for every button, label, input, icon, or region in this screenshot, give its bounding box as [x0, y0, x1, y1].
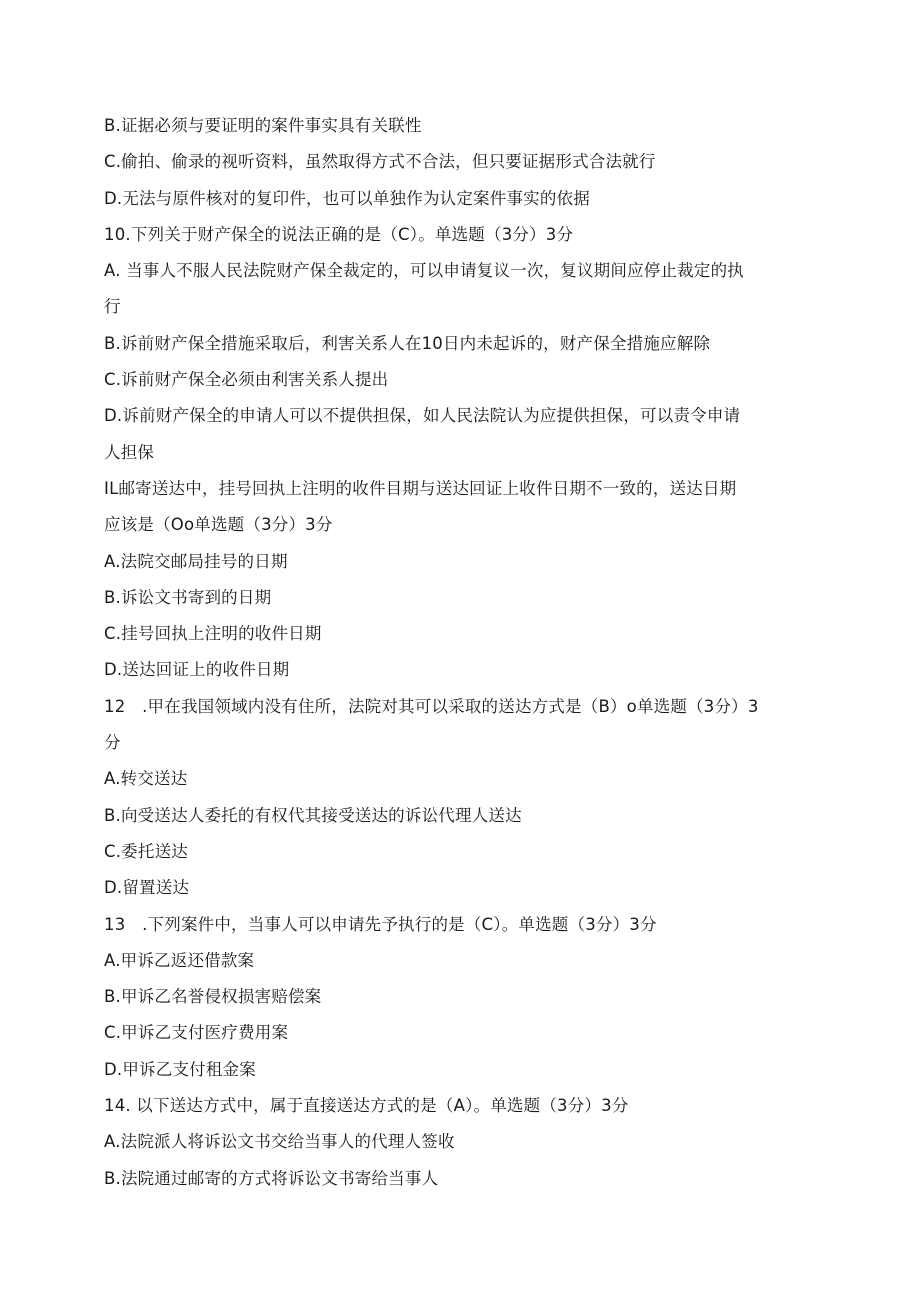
option-b-q11: B.诉讼文书寄到的日期	[104, 587, 272, 607]
option-a-q13: A.甲诉乙返还借款案	[104, 950, 255, 970]
option-d-q12: D.留置送达	[104, 878, 190, 898]
option-b-q13: B.甲诉乙名誉侵权损害赔偿案	[104, 987, 322, 1007]
option-d-q13: D.甲诉乙支付租金案	[104, 1059, 256, 1079]
option-c-q11: C.挂号回执上注明的收件日期	[104, 624, 322, 644]
option-a-q12: A.转交送达	[104, 769, 188, 789]
question-12-cont: 分	[104, 733, 121, 753]
question-11: IL邮寄送达中，挂号回执上注明的收件目期与送达回证上收件日期不一致的，送达日期	[104, 478, 737, 498]
option-c-q10: C.诉前财产保全必须由利害关系人提出	[104, 370, 389, 390]
question-11-cont: 应该是（Oo单选题（3分）3分	[104, 515, 333, 535]
option-a-q10-cont: 行	[104, 297, 121, 317]
option-d-q9: D.无法与原件核对的复印件，也可以单独作为认定案件事实的依据	[104, 188, 590, 208]
option-c-q9: C.偷拍、偷录的视听资料，虽然取得方式不合法，但只要证据形式合法就行	[104, 152, 656, 172]
question-12: 12 .甲在我国领域内没有住所，法院对其可以采取的送达方式是（B）o单选题（3分）3	[104, 696, 759, 716]
question-13: 13 .下列案件中，当事人可以申请先予执行的是（C）。单选题（3分）3分	[104, 914, 657, 934]
option-b-q14: B.法院通过邮寄的方式将诉讼文书寄给当事人	[104, 1168, 439, 1188]
question-10: 10.下列关于财产保全的说法正确的是（C）。单选题（3分）3分	[104, 224, 574, 244]
option-b-q12: B.向受送达人委托的有权代其接受送达的诉讼代理人送达	[104, 805, 522, 825]
option-b-q10: B.诉前财产保全措施采取后，利害关系人在10日内未起诉的，财产保全措施应解除	[104, 333, 711, 353]
question-14: 14. 以下送达方式中，属于直接送达方式的是（A）。单选题（3分）3分	[104, 1096, 629, 1116]
option-d-q11: D.送达回证上的收件日期	[104, 660, 290, 680]
option-d-q10: D.诉前财产保全的申请人可以不提供担保，如人民法院认为应提供担保，可以责令申请	[104, 406, 741, 426]
option-a-q14: A.法院派人将诉讼文书交给当事人的代理人签收	[104, 1132, 455, 1152]
document-body	[104, 108, 824, 1197]
option-d-q10-cont: 人担保	[104, 442, 155, 462]
option-c-q13: C.甲诉乙支付医疗费用案	[104, 1023, 289, 1043]
option-a-q11: A.法院交邮局挂号的日期	[104, 551, 288, 571]
option-b-q9: B.证据必须与要证明的案件事实具有关联性	[104, 116, 422, 135]
option-a-q10: A. 当事人不服人民法院财产保全裁定的，可以申请复议一次，复议期间应停止裁定的执	[104, 261, 744, 281]
option-c-q12: C.委托送达	[104, 841, 188, 861]
